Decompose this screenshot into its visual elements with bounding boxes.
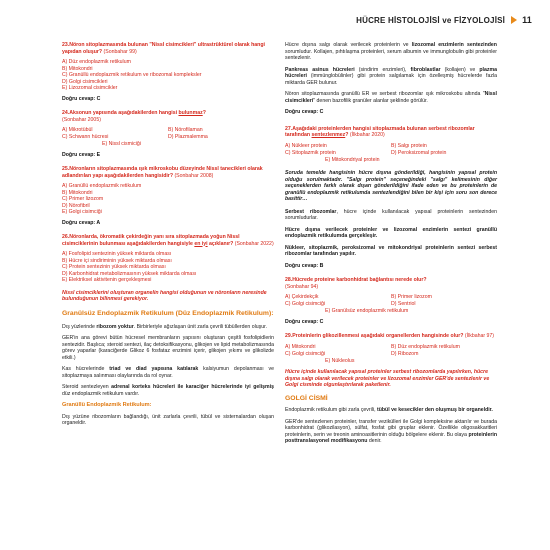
question-23: 23.Nöron sitoplazmasında bulunan "Nissl cisimcikleri" ultrastrüktürel olarak hangi yapıdan oluşur? (Sonbahar 99) — [62, 42, 265, 55]
option: D) Nörofibril — [62, 202, 90, 209]
option: E) Golgi cisimciği — [62, 209, 102, 215]
option: E) Granülsüz endoplazmik retikulum — [325, 308, 409, 314]
question-24: 24.Aksonun yapısında aşağıdakilerden hangisi bulunmaz? (Sonbahar 2005) — [62, 110, 206, 123]
answer-25: Doğru cevap: A — [62, 219, 101, 226]
option: E) Elektriksel aktivitenin gerçekleşmesi — [62, 277, 152, 283]
option: B) Mitokondri — [62, 65, 93, 72]
answer-28: Doğru cevap: C — [285, 318, 324, 325]
section-title-ser: Granülsüz Endoplazmik Retikulum (Düz Endoplazmik Retikulum): — [62, 309, 274, 317]
answer-24: Doğru cevap: E — [62, 151, 101, 158]
option: B) Nörofilaman — [168, 127, 203, 133]
question-25-options — [62, 183, 274, 216]
question-26-options — [62, 251, 274, 284]
option: E) Mitokondriyal protein — [325, 156, 380, 163]
option: E) Nükleolus — [325, 357, 355, 364]
option: B) Hücre içi sindiriminin yüksek miktarda olması — [62, 257, 172, 264]
running-header — [356, 14, 532, 26]
paragraph: Dış yüzlerinde ribozom yoktur. Birbirleriyle ağızlaşan ünit zarla çevrili tübüllerden oluşur. — [62, 323, 267, 330]
paragraph: Serbest ribozomlar, hücre içinde kullanılacak yapısal proteinlerin sentezinden sorumludurlar. — [285, 208, 497, 221]
paragraph: GER'de sentezlenen proteinler, transfer vezikülleri ile Golgi kompleksine aktarılır ve burada karbonhidrat (glikozilasyon), sülfat, fosfat gibi gruplar eklenir. Özellikle oligosakkaritleri proteinlerin, serin ve treonin aminoasitlerinin olduğu bölgelere eklenir. Bu olaya proteinlerin posttranslasyonel modifikasyonu denir. — [285, 418, 497, 444]
option: C) Protein sentezinin yüksek miktarda olması — [62, 264, 166, 270]
option: C) Golgi cisimciği — [285, 350, 326, 357]
paragraph: Nükleer, sitoplazmik, peroksizomal ve mitokondriyal proteinlerin sentezi serbest ribozomlar tarafından yapılır. — [285, 244, 497, 257]
right-column — [285, 42, 497, 450]
option: D) Plazmalemma — [168, 134, 208, 140]
question-25: 25.Nöronların sitoplazmasında ışık mikroskobu düzeyinde Nissl tanecikleri olarak adlandırılan yapı aşağıdakilerden hangisidir? (Sonbahar 2008) — [62, 166, 263, 179]
question-28: 28.Hücrede proteine karbonhidrat bağlantısı nerede olur? (Sonbahar 94) — [285, 277, 427, 290]
paragraph: Hücre dışına salgı olarak verilecek proteinlerin ve lizozomal enzimlerin sentezinden sorumludur. Kollajen, pıhtılaşma proteinleri, serum albumin ve immunglobulin gibi proteinler sentezlenir. — [285, 42, 497, 61]
paragraph: Steroid sentezleyen adrenal korteks hücreleri ile karaciğer hücrelerinde iyi gelişmiş düz endoplazmik retikulum vardır. — [62, 384, 274, 397]
question-29-note: Hücre içinde kullanılacak yapısal proteinler serbest ribozomlarda yapılırken, hücre dışına salgı olarak verilecek proteinler ve lizozomal enzimler GER'de sentezlenir ve Golgi cisminde olgunlaştırılarak paketlenir. — [285, 369, 490, 388]
paragraph: GER'in ana görevi bütün hücresel membranların yapısını oluşturan çeşitli fosfolipidlerin sentezidir. Başlıca; steroid sentezi, ilaç detoksifikasyonu, glikojen ve lipid metabolizmasında görev yaparlar (karaciğerde Glikoz 6 fosfataz enzimini içerir, glikojen yıkımı ve glikolizde etkili.) — [62, 335, 274, 361]
option: C) Schwann hücresi — [62, 134, 109, 140]
option: D) Peroksizomal protein — [391, 149, 447, 156]
option: A) Granüllü endoplazmik retikulum — [62, 183, 142, 189]
option: C) Golgi cisimciği — [285, 301, 326, 307]
subsection-title-rer: Granüllü Endoplazmik Retikulum: — [62, 402, 152, 409]
option: A) Nükleer protein — [285, 142, 327, 149]
option: D) Golgi cisimcikleri — [62, 78, 108, 85]
question-27: 27.Aşağıdaki proteinlerden hangisi sitoplazmada bulunan serbest ribozomlar tarafından sentezlenmez? (İlkbahar 2020) — [285, 125, 475, 138]
option: D) Karbonhidrat metabolizmasının yüksek miktarda olması — [62, 270, 197, 277]
header-arrow-icon — [511, 16, 517, 24]
option: E) Nissl cismiciği — [102, 141, 141, 147]
question-27-options — [285, 143, 497, 164]
question-28-options — [285, 294, 497, 315]
option: C) Primer lizozom — [62, 196, 104, 202]
option: E) Lizozomal cisimcikler — [62, 85, 118, 91]
option: B) Salgı protein — [391, 142, 427, 149]
option: A) Düz endoplazmik retikulum — [62, 59, 131, 65]
paragraph: Kas hücrelerinde triad ve diad yapısına katılarak kalsiyumun depolanması ve sitoplazmaya salınması olaylarında da rol oynar. — [62, 366, 274, 379]
paragraph: Nöron sitoplazmasında granüllü ER ve serbest ribozomlar ışık mikroskobu altında "Nissl cisimcikleri" denen bazofilik granüler alanlar şeklinde görülür. — [285, 91, 497, 104]
paragraph: Endoplazmik retikulum gibi zarla çevrili, tübül ve kesecikler den oluşmuş bir organeldir. — [285, 407, 493, 413]
question-26-note: Nissl cisimciklerini oluşturan organelin hangisi olduğunun ve nöronların neresinde bulunduğunun bilinmesi gerekiyor. — [62, 289, 267, 302]
option: A) Çekirdekçik — [285, 294, 319, 300]
answer-23: Doğru cevap: C — [62, 95, 101, 102]
question-29-options — [285, 344, 497, 365]
page-number: 11 — [522, 15, 532, 25]
option: C) Granüllü endoplazmik retikulum ve ribozomal kompleksler — [62, 72, 202, 78]
option: D) Ribozom — [391, 350, 419, 357]
option: A) Mikrotübül — [62, 127, 93, 133]
paragraph: Pankreas asinus hücreleri (sindirim enzimleri), fibroblastlar (kollajen) ve plazma hücreleri (immünglobülinler) gibi protein salgılamak için özelleşmiş hücrelerde fazla miktarda GER bulunur. — [285, 66, 497, 86]
paragraph: Hücre dışına verilecek proteinler ve lizozomal enzimlerin sentezi granüllü endoplazmik retikulumda gerçekleşir. — [285, 226, 498, 239]
option: A) Mitokondri — [285, 343, 316, 350]
explanation: Soruda temelde hangisinin hücre dışına gönderildiği, hangisinin yapısal protein olduğu sorulmaktadır. "Salgı protein" seçeneğindeki "salgı" kelimesinin diğer seçeneklerden farklı olarak dışarı gönderildiğini ifade eden ve bu proteinlerin de granüllü endoplazmik retikulumda sentezlendiğini bilen bir kişi için soru son derece basittir… — [285, 170, 497, 202]
section-title-golgi: GOLGİ CİSMİ — [285, 394, 328, 402]
option: D) Sentriol — [391, 301, 416, 307]
option: C) Sitoplazmik protein — [285, 149, 336, 156]
question-24-options — [62, 127, 274, 148]
question-23-options — [62, 59, 274, 92]
question-26: 26.Nöronlarda, ökromatik çekirdeğin yanı sıra sitoplazmada yoğun Nissl cisimciklerinin bulunması aşağıdakilerden hangisiyle en iyi açıklanır? (Sonbahar 2022) — [62, 234, 274, 247]
paragraph: Dış yüzüne ribozomların bağlandığı, ünit zarlarla çevrili, tübül ve sisternalardan oluşan organeldir. — [62, 413, 274, 427]
header-title: HÜCRE HİSTOLOJİSİ ve FİZYOLOJİSİ — [356, 15, 506, 25]
answer-top: Doğru cevap: C — [285, 109, 324, 115]
option: A) Fosfolipid sentezinin yüksek miktarda olması — [62, 251, 172, 257]
option: B) Düz endoplazmik retikulum — [391, 343, 460, 350]
question-29: 29.Proteinlerin glikozillenmesi aşağıdaki organellerden hangisinde olur? (İlkbahar 97) — [285, 333, 495, 339]
option: B) Mitokondri — [62, 189, 93, 196]
answer-27: Doğru cevap: B — [285, 262, 324, 269]
option: B) Primer lizozom — [391, 294, 432, 300]
left-column — [62, 42, 274, 432]
